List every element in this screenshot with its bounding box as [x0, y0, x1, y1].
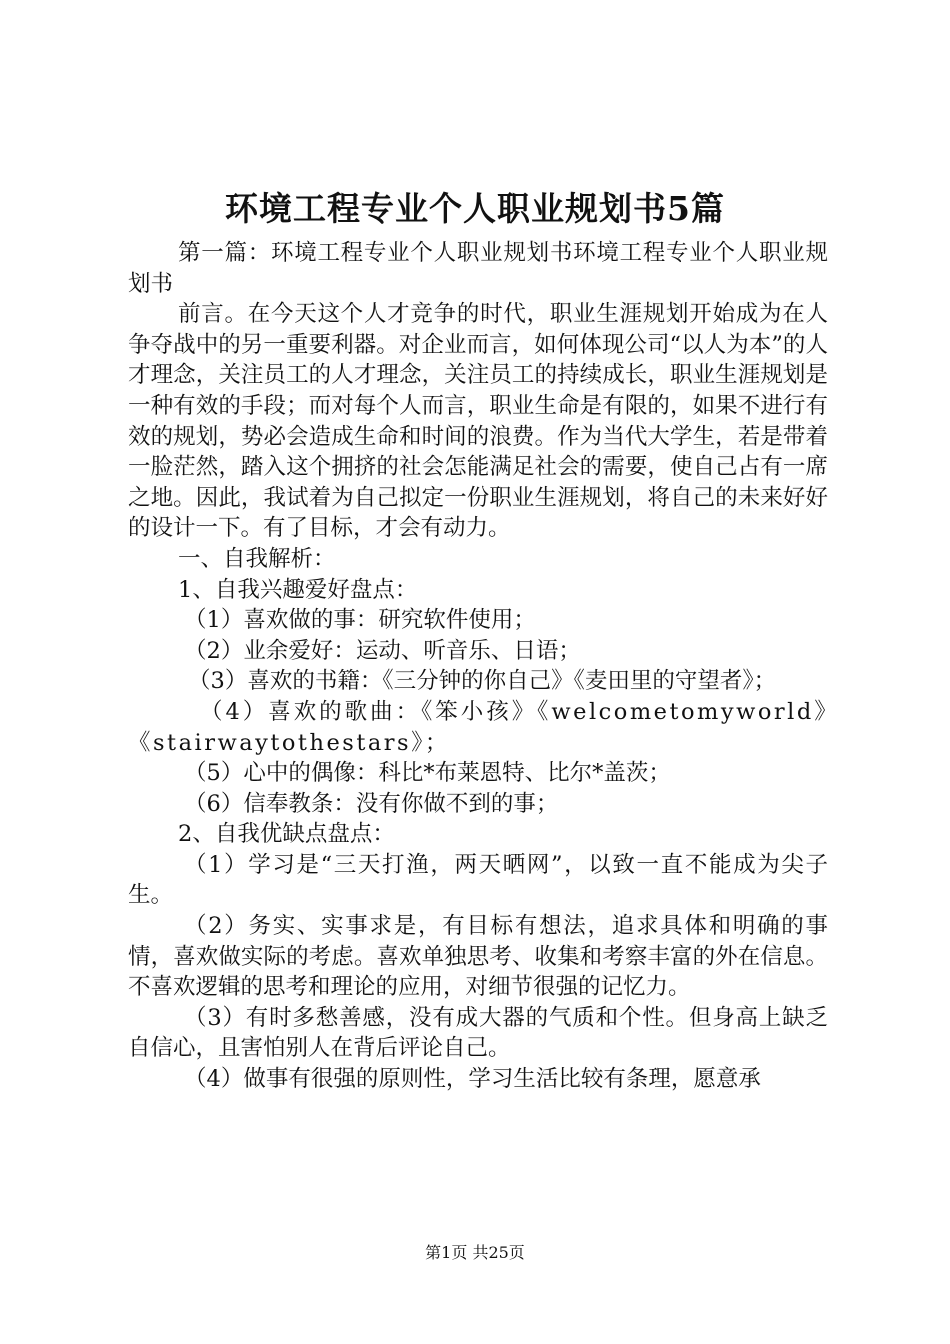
list-item: （6）信奉教条：没有你做不到的事；: [184, 790, 559, 817]
document-body: [128, 238, 828, 1095]
paragraph-subsection-heading: 1、自我兴趣爱好盘点：: [178, 576, 418, 603]
list-item: （4）做事有很强的原则性，学习生活比较有条理，愿意承: [184, 1066, 761, 1093]
page-footer: 第1页 共25页: [425, 1243, 525, 1262]
list-item: （1）喜欢做的事：研究软件使用；: [184, 607, 536, 634]
list-item: （5）心中的偶像：科比*布莱恩特、比尔*盖茨；: [184, 760, 671, 787]
list-item: （2）业余爱好：运动、听音乐、日语；: [184, 637, 581, 664]
list-item: （3）喜欢的书籍：《三分钟的你自己》《麦田里的守望者》；: [188, 668, 777, 695]
paragraph-section-heading: 一、自我解析：: [178, 545, 336, 572]
list-item: （1）学习是“三天打渔，两天晒网”，以致一直不能成为尖子生。: [128, 851, 828, 909]
list-item: （3）有时多愁善感，没有成大器的气质和个性。但身高上缺乏自信心，且害怕别人在背后评论自己。: [128, 1004, 828, 1062]
list-item: （2）务实、实事求是，有目标有想法，追求具体和明确的事情，喜欢做实际的考虑。喜欢单独思考、收集和考察丰富的外在信息。不喜欢逻辑的思考和理论的应用，对细节很强的记忆力。: [128, 913, 828, 1001]
paragraph-chapter-heading: 第一篇：环境工程专业个人职业规划书环境工程专业个人职业规划书: [128, 240, 828, 297]
list-item: （4）喜欢的歌曲：《笨小孩》《welcometomyworld》《stairwaytothestars》；: [128, 698, 828, 756]
paragraph-preface: 前言。在今天这个人才竞争的时代，职业生涯规划开始成为在人争夺战中的另一重要利器。对企业而言，如何体现公司“以人为本”的人才理念，关注员工的人才理念，关注员工的持续成长，职业生涯规划是一种有效的手段；而对每个人而言，职业生命是有限的，如果不进行有效的规划，势必会造成生命和时间的浪费。作为当代大学生，若是带着一脸茫然，踏入这个拥挤的社会怎能满足社会的需要，使自己占有一席之地。因此，我试着为自己拟定一份职业生涯规划，将自己的未来好好的设计一下。有了目标，才会有动力。: [128, 301, 828, 542]
paragraph-subsection-heading: 2、自我优缺点盘点：: [178, 821, 395, 848]
document-title: 环境工程专业个人职业规划书5篇: [225, 189, 725, 228]
